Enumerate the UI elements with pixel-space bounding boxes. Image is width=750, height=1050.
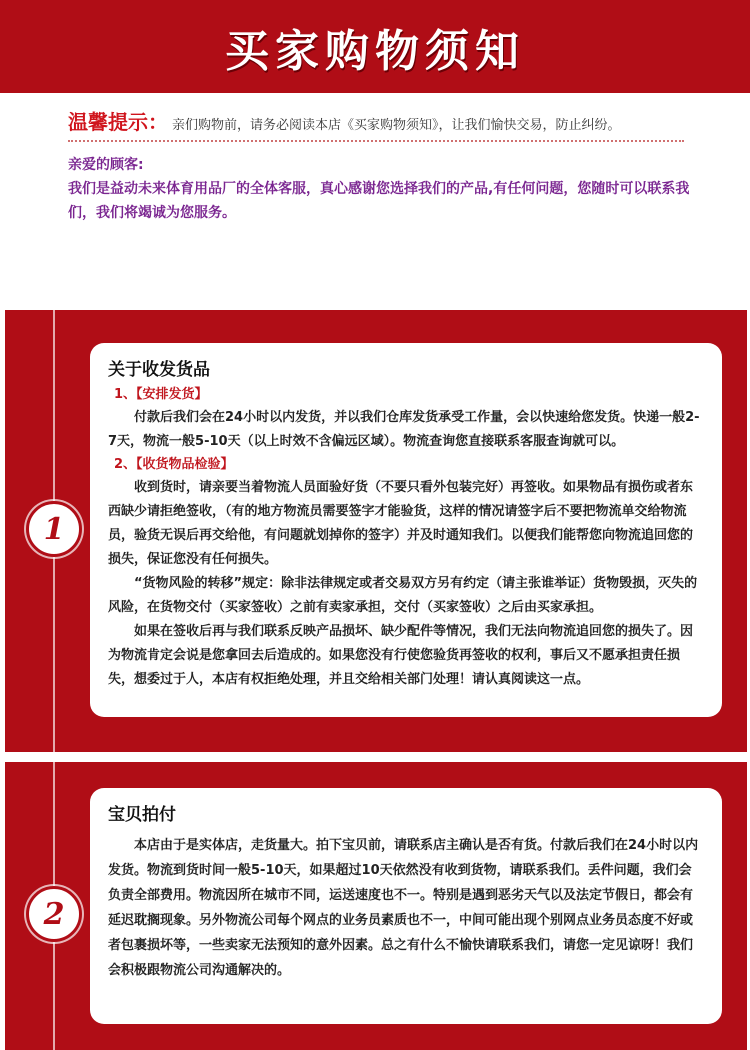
paragraph-risk-transfer: “货物风险的转移”规定：除非法律规定或者交易双方另有约定（请主张谁举证）货物毁损，灭失的风险，在货物交付（买家签收）之前有卖家承担，交付（买家签收）之后由买家承担。 [108,576,698,615]
section-number-badge: 1 [26,501,82,557]
tip-label: 温馨提示： [68,110,168,134]
section-purchase [5,762,747,1050]
paragraph-after-signing: 如果在签收后再与我们联系反映产品损坏、缺少配件等情况，我们无法向物流追回您的损失了。因为物流肯定会说是您拿回去后造成的。如果您没有行使您验货再签收的权利，事后又不愿承担责任损失，想委过于人，本店有权拒绝处理，并且交给相关部门处理！请认真阅读这一点。 [108,624,694,687]
subheading-arrange-shipping: 1、【安排发货】 [114,387,208,402]
section-card [90,788,722,1024]
paragraph-inspection: 收到货时，请亲要当着物流人员面验好货（不要只看外包装完好）再签收。如果物品有损伤或者东西缺少请拒绝签收，（有的地方物流员需要签字才能验货，这样的情况请签字后不要把物流单交给物流员，验货无误后再交给他，有问题就划掉你的签字）并及时通知我们。以便我们能帮您向物流追回您的损失，保证您没有任何损失。 [108,480,694,567]
header-banner [0,0,750,93]
tip-text: 亲们购物前，请务必阅读本店《买家购物须知》，让我们愉快交易，防止纠纷。 [172,118,621,133]
section-number-badge: 2 [26,886,82,942]
greeting-body: 我们是益动未来体育用品厂的全体客服，真心感谢您选择我们的产品,有任何问题，您随时可以联系我们，我们将竭诚为您服务。 [68,181,690,221]
section-shipping [5,310,747,752]
paragraph-shipping-time: 付款后我们会在24小时以内发货，并以我们仓库发货承受工作量，会以快速给您发货。快递一般2-7天，物流一般5-10天（以上时效不含偏远区域）。物流查询您直接联系客服查询就可以。 [108,410,700,449]
page-title: 买家购物须知 [225,25,525,77]
greeting-block [68,153,698,225]
warm-tip [68,106,688,135]
section-title: 宝贝拍付 [108,805,176,825]
subheading-goods-inspection: 2、【收货物品检验】 [114,457,234,472]
section-card [90,343,722,717]
section-title: 关于收发货品 [108,360,210,380]
dotted-divider [68,140,684,142]
greeting-salutation: 亲爱的顾客: [68,157,144,173]
paragraph-purchase-notes: 本店由于是实体店，走货量大。拍下宝贝前，请联系店主确认是否有货。付款后我们在24小时以内发货。物流到货时间一般5-10天，如果超过10天依然没有收到货物，请联系我们。丢件问题，我们会负责全部费用。物流因所在城市不同，运送速度也不一。特别是遇到恶劣天气以及法定节假日，都会有延迟耽搁现象。另外物流公司每个网点的业务员素质也不一，中间可能出现个别网点业务员态度不好或者包裹损坏等，一些卖家无法预知的意外因素。总之有什么不愉快请联系我们，请您一定见谅呀！我们会积极跟物流公司沟通解决的。 [108,838,699,978]
